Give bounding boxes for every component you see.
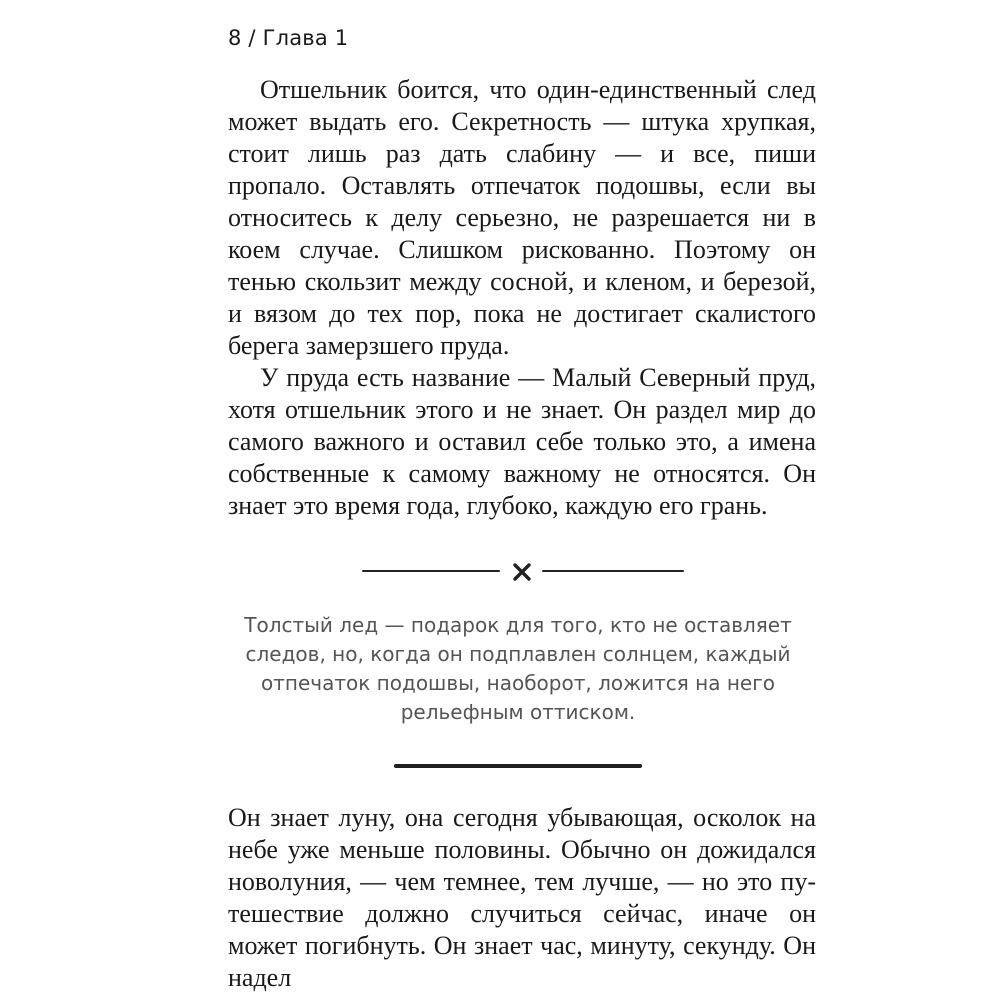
pull-quote-line: отпечаток подошвы, наоборот, ложится на него <box>261 671 775 695</box>
pull-quote-line: Толстый лед — подарок для того, кто не оставляет <box>244 613 792 637</box>
paragraph-3: Он знает луну, она сегодня убывающая, осколок на небе уже меньше половины. Обычно он дожидался новолуния, — чем темнее, тем лучше, — но это путешествие должно случиться сейчас, иначе он может погибнуть. Он знает час, минуту, секунду. Он надел <box>228 803 816 992</box>
paragraph-1: Отшельник боится, что один-единственный след может выдать его. Секретность — штука хрупкая, стоит лишь раз дать слабину — и все, пиши пропало. Оставлять отпечаток подошвы, если вы относитесь к делу серьезно, не разрешается ни в коем случае. Слишком рискованно. Поэтому он тенью скользит между сосной, и кленом, и березой, и вязом до тех пор, пока не достигает скалистого берега замерзшего пруда. <box>228 75 816 360</box>
pull-quote-line: рельефным оттиском. <box>400 700 636 724</box>
running-head: 8 / Глава 1 <box>228 26 349 50</box>
paragraph-2: У пруда есть название — Малый Северный пруд, хотя отшельник этого и не знает. Он раздел мир до самого важного и оставил себе только это, а имена собственные к самому важному не относятся. Он знает это время года, глубоко, каждую его грань. <box>228 363 816 520</box>
section-ornament <box>362 560 684 584</box>
pull-quote-line: следов, но, когда он подплавлен солнцем, каждый <box>245 642 791 666</box>
ornament-line-right <box>542 570 684 572</box>
body-text-top <box>228 74 816 522</box>
cross-icon <box>510 560 534 584</box>
body-text-bottom <box>228 802 816 994</box>
pull-quote-rule <box>394 764 642 768</box>
pull-quote <box>238 611 798 727</box>
ornament-line-left <box>362 570 500 572</box>
